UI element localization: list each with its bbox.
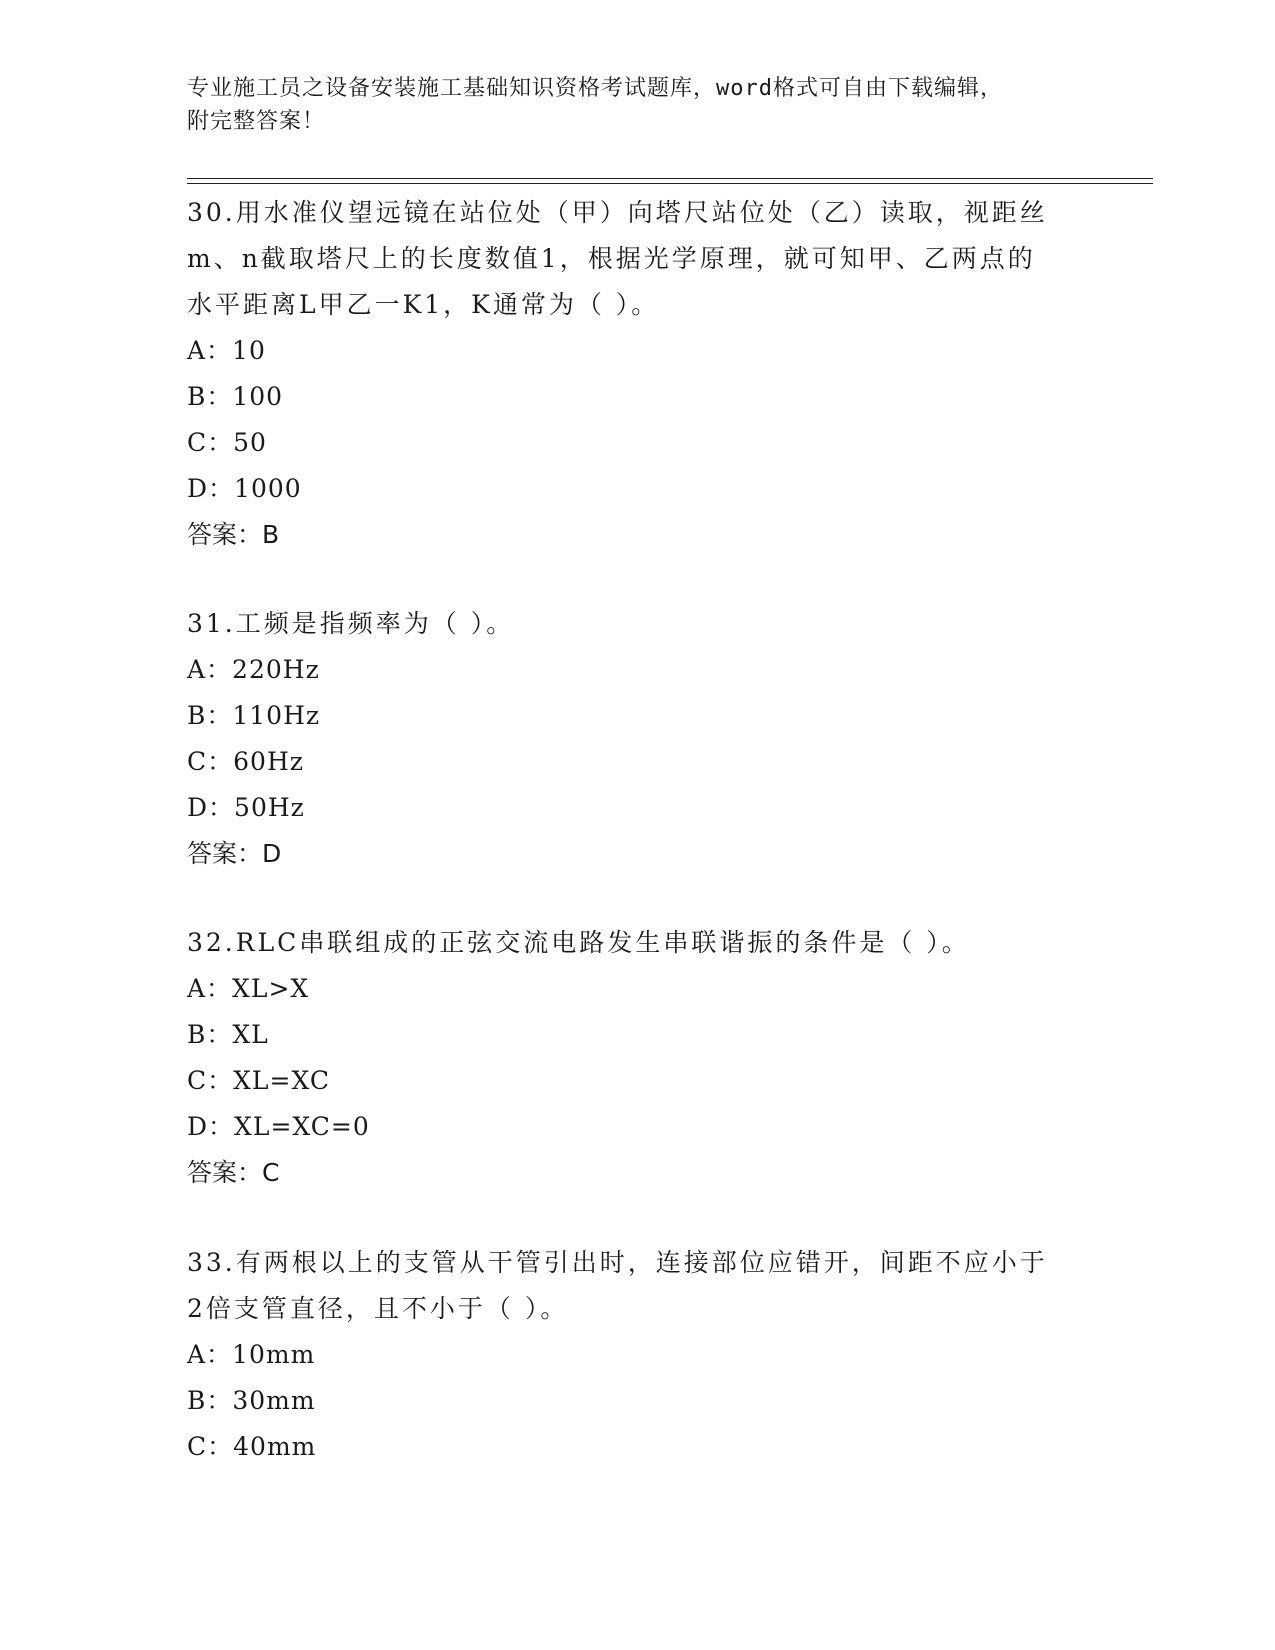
question-text-line: m、n截取塔尺上的长度数值1，根据光学原理，就可知甲、乙两点的 [187,244,1036,273]
option-c: C：XL=XC [187,1066,330,1095]
question-text-line: 2倍支管直径，且不小于（ ）。 [187,1294,569,1323]
option-c: C：60Hz [187,747,304,776]
header-divider-top [187,178,1153,179]
option-a: A：XL>X [187,974,310,1003]
option-b: B：100 [187,382,284,411]
question-text-line: 水平距离L甲乙一K1，K通常为（ ）。 [187,290,660,319]
option-d: D：XL=XC=0 [187,1112,370,1141]
question-text-line: 33.有两根以上的支管从干管引出时，连接部位应错开，间距不应小于 [187,1248,1048,1277]
option-a: A：10 [187,336,266,365]
option-a: A：220Hz [187,655,320,684]
option-c: C：40mm [187,1432,317,1461]
option-d: D：50Hz [187,793,305,822]
question-31 [187,601,1087,877]
option-a: A：10mm [187,1340,316,1369]
option-d: D：1000 [187,474,302,503]
document-header [187,72,1087,138]
question-text-line: 32.RLC串联组成的正弦交流电路发生串联谐振的条件是（ ）。 [187,928,970,957]
option-c: C：50 [187,428,267,457]
answer: 答案：C [187,1158,280,1187]
header-line-2: 附完整答案！ [187,109,326,134]
question-32 [187,920,1087,1196]
question-text-line: 31.工频是指频率为（ ）。 [187,609,515,638]
header-line-1: 专业施工员之设备安装施工基础知识资格考试题库，word格式可自由下载编辑， [187,76,1003,101]
question-text-line: 30.用水准仪望远镜在站位处（甲）向塔尺站位处（乙）读取，视距丝 [187,198,1048,227]
header-divider-bottom [187,183,1153,184]
option-b: B：110Hz [187,701,321,730]
answer: 答案：D [187,839,282,868]
option-b: B：XL [187,1020,269,1049]
answer: 答案：B [187,520,280,549]
question-30 [187,190,1087,558]
option-b: B：30mm [187,1386,316,1415]
question-33 [187,1240,1087,1470]
